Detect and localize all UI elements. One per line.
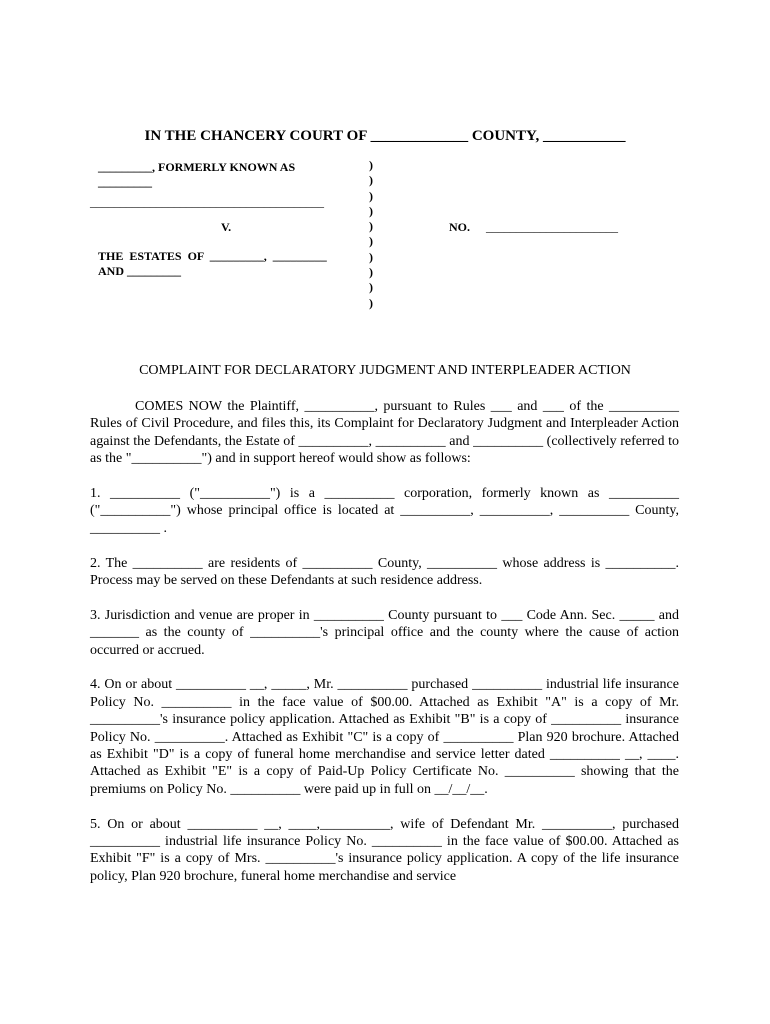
caption-parenthesis: ) — [369, 249, 373, 264]
plaintiff-name-line-2: _________ — [98, 175, 152, 189]
caption-parenthesis: ) — [369, 265, 373, 280]
defendants-line-2: AND _________ — [98, 264, 181, 278]
caption-parenthesis: ) — [369, 234, 373, 249]
caption-parenthesis: ) — [369, 295, 373, 310]
plaintiff-name-line: _________, FORMERLY KNOWN AS — [98, 160, 296, 174]
case-number-blank: ______________________ — [486, 220, 618, 234]
numbered-paragraph-5: 5. On or about __________ __, ____,__________, wife of Defendant Mr. __________, purchased __________ industrial life insurance Policy No. __________ in the face value of $00.00. Attached as Exhibit "F" is a copy of Mrs. __________'s insurance policy application. A copy of the life insurance policy, Plan 920 brochure, funeral home merchandise and service — [90, 816, 679, 884]
complaint-heading: COMPLAINT FOR DECLARATORY JUDGMENT AND INTERPLEADER ACTION — [139, 363, 631, 378]
caption-parenthesis: ) — [369, 158, 373, 172]
caption-parenthesis: ) — [369, 219, 373, 234]
numbered-paragraph-1: 1. __________ ("__________") is a __________ corporation, formerly known as __________ ("__________") whose principal office is located at __________, __________, __________ County, __________ . — [90, 486, 679, 536]
versus-label: V. — [221, 220, 232, 234]
numbered-paragraph-2: 2. The __________ are residents of __________ County, __________ whose address is __________. Process may be served on these Defendants at such residence address. — [90, 555, 679, 589]
defendants-line: THE ESTATES OF _________, _________ — [98, 249, 327, 263]
case-number-label: NO. — [449, 220, 470, 234]
case-caption — [90, 158, 690, 308]
caption-parenthesis: ) — [369, 203, 373, 218]
caption-parenthesis: ) — [369, 173, 373, 188]
caption-parenthesis: ) — [369, 188, 373, 203]
court-title: IN THE CHANCERY COURT OF _____________ COUNTY, ___________ — [144, 128, 626, 144]
numbered-paragraph-4: 4. On or about __________ __, _____, Mr. __________ purchased __________ industrial life insurance Policy No. __________ in the face value of $00.00. Attached as Exhibit "A" is a copy of Mr. __________'s insurance policy application. Attached as Exhibit "B" is a copy of __________ insurance Policy No. __________. Attached as Exhibit "C" is a copy of __________ Plan 920 brochure. Attached as Exhibit "D" is a copy of funeral home merchandise and service letter dated __________ __, ____. Attached as Exhibit "E" is a copy of Paid-Up Policy Certificate No. __________ showing that the premiums on Policy No. __________ were paid up in full on __/__/__. — [90, 677, 679, 797]
caption-parenthesis: ) — [369, 280, 373, 295]
numbered-paragraph-3: 3. Jurisdiction and venue are proper in __________ County pursuant to ___ Code Ann. Sec. _____ and _______ as the county of __________'s principal office and the county where the cause of action occurred or accrued. — [90, 607, 679, 658]
caption-parenthesis-column — [369, 158, 373, 311]
complaint-body — [90, 398, 679, 903]
intro-paragraph: COMES NOW the Plaintiff, __________, pursuant to Rules ___ and ___ of the __________ Rules of Civil Procedure, and files this, its Complaint for Declaratory Judgment and Interpleader Action against the Defendants, the Estate of __________, __________ and __________ (collectively referred to as the "__________") and in support hereof would show as follows: — [90, 399, 679, 467]
caption-divider: _______________________________________ — [90, 195, 324, 209]
